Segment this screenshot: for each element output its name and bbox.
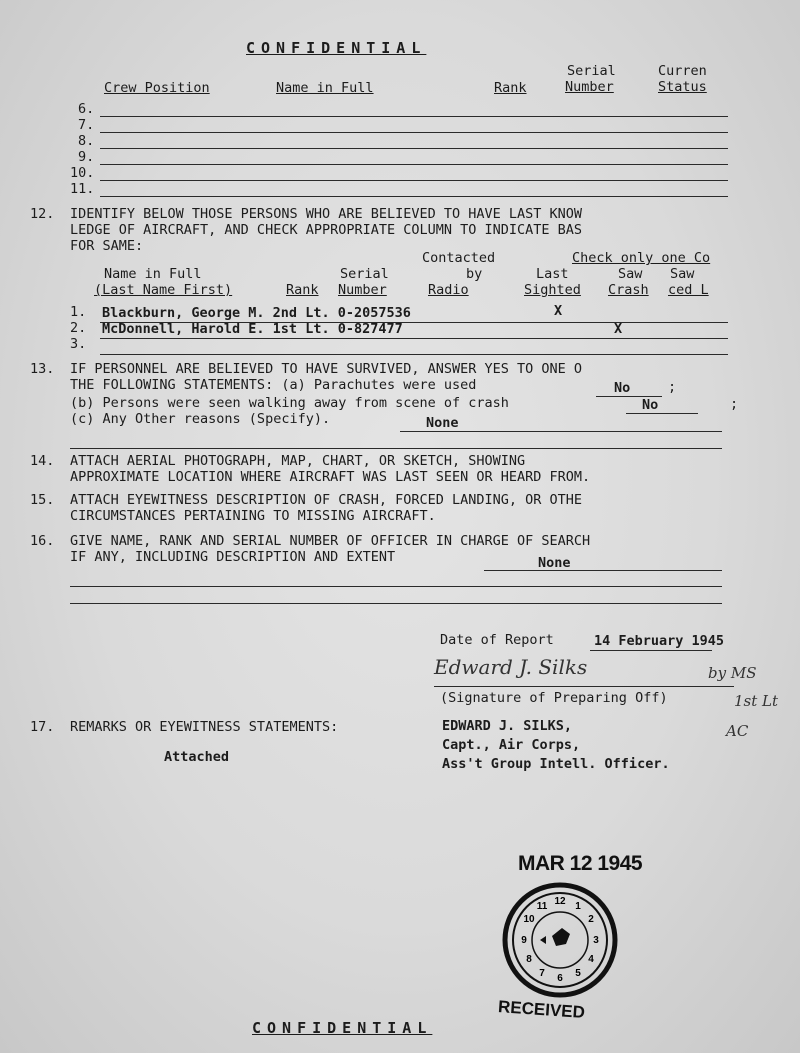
- item12-col-rank: Rank: [286, 282, 319, 298]
- item12-col-crash-2: Crash: [608, 282, 649, 298]
- officer-title: Ass't Group Intell. Officer.: [442, 756, 670, 772]
- col-status-2: Status: [658, 79, 707, 95]
- date-line: [590, 650, 712, 651]
- item13-number: 13.: [30, 361, 55, 377]
- received-stamp-dial: [500, 880, 620, 1000]
- crew-row-number: 8.: [78, 133, 95, 149]
- crew-row-number: 11.: [70, 181, 95, 197]
- item16-answer: None: [538, 555, 571, 571]
- stamp-date: MAR 12 1945: [518, 852, 643, 875]
- crew-row-line: [100, 132, 728, 133]
- date-value: 14 February 1945: [594, 633, 725, 649]
- person-entry: Blackburn, George M. 2nd Lt. 0-2057536: [102, 305, 411, 321]
- dial-number: 12: [554, 896, 566, 907]
- item12-col-forced-2: ced L: [668, 282, 709, 298]
- crew-row-line: [100, 164, 728, 165]
- item12-col-contacted-2: by: [466, 266, 483, 282]
- crew-row-number: 6.: [78, 101, 95, 117]
- item13-answer-b-semicolon: ;: [730, 396, 739, 412]
- item13-text-1: IF PERSONNEL ARE BELIEVED TO HAVE SURVIVED, ANSWER YES TO ONE O: [70, 361, 583, 377]
- item13-answer-a-semicolon: ;: [668, 379, 677, 395]
- item17-answer: Attached: [164, 749, 230, 765]
- dial-number: 2: [588, 914, 594, 925]
- crew-row-line: [100, 116, 728, 117]
- item16-extra-line-1: [70, 586, 722, 587]
- dial-number: 9: [521, 935, 527, 946]
- signature-line: [434, 686, 734, 687]
- item15-text-2: CIRCUMSTANCES PERTAINING TO MISSING AIRCRAFT.: [70, 508, 436, 524]
- item16-text-2: IF ANY, INCLUDING DESCRIPTION AND EXTENT: [70, 549, 396, 565]
- item12-col-name-1: Name in Full: [104, 266, 202, 282]
- person-row-line: [100, 354, 728, 355]
- item12-col-check: Check only one Co: [572, 250, 711, 266]
- crew-row-number: 9.: [78, 149, 95, 165]
- item13-text-b: (b) Persons were seen walking away from scene of crash: [70, 395, 509, 411]
- crew-row-line: [100, 180, 728, 181]
- signature-note-2: 1st Lt: [734, 692, 779, 710]
- date-label: Date of Report: [440, 632, 554, 648]
- item13-answer-b: No: [642, 397, 659, 413]
- item16-number: 16.: [30, 533, 55, 549]
- dial-number: 8: [526, 954, 532, 965]
- item13-answer-c-line: [400, 431, 722, 432]
- item15-number: 15.: [30, 492, 55, 508]
- item16-text-1: GIVE NAME, RANK AND SERIAL NUMBER OF OFFICER IN CHARGE OF SEARCH: [70, 533, 591, 549]
- dial-number: 6: [557, 973, 563, 984]
- item13-answer-c: None: [426, 415, 459, 431]
- item12-col-sighted-1: Last: [536, 266, 569, 282]
- crew-row-line: [100, 148, 728, 149]
- dial-number: 10: [523, 914, 535, 925]
- item13-answer-b-line: [626, 413, 698, 414]
- signature-caption: (Signature of Preparing Off): [440, 690, 668, 706]
- person-entry: McDonnell, Harold E. 1st Lt. 0-827477: [102, 321, 403, 337]
- dial-number: 5: [575, 968, 581, 979]
- col-serial-1: Serial: [567, 63, 616, 79]
- col-crew-position: Crew Position: [104, 80, 210, 96]
- item12-text-2: LEDGE OF AIRCRAFT, AND CHECK APPROPRIATE COLUMN TO INDICATE BAS: [70, 222, 583, 238]
- item15-text-1: ATTACH EYEWITNESS DESCRIPTION OF CRASH, FORCED LANDING, OR OTHE: [70, 492, 583, 508]
- signature: Edward J. Silks: [434, 655, 588, 679]
- dial-number: 11: [536, 901, 548, 912]
- item14-text-1: ATTACH AERIAL PHOTOGRAPH, MAP, CHART, OR SKETCH, SHOWING: [70, 453, 526, 469]
- col-name-in-full: Name in Full: [276, 80, 374, 96]
- dial-number: 1: [575, 901, 581, 912]
- col-serial-2: Number: [565, 79, 614, 95]
- item12-col-sighted-2: Sighted: [524, 282, 581, 298]
- item17-text: REMARKS OR EYEWITNESS STATEMENTS:: [70, 719, 339, 735]
- item12-col-serial-2: Number: [338, 282, 387, 298]
- stamp-received: RECEIVED: [497, 996, 586, 1023]
- dial-number: 7: [539, 968, 545, 979]
- person-mark-sighted: X: [554, 303, 563, 319]
- person-number: 1.: [70, 304, 87, 320]
- col-rank: Rank: [494, 80, 527, 96]
- dial-number: 3: [593, 935, 599, 946]
- item14-text-2: APPROXIMATE LOCATION WHERE AIRCRAFT WAS LAST SEEN OR HEARD FROM.: [70, 469, 591, 485]
- item16-answer-line: [484, 570, 722, 571]
- item12-col-serial-1: Serial: [340, 266, 389, 282]
- item12-text-1: IDENTIFY BELOW THOSE PERSONS WHO ARE BELIEVED TO HAVE LAST KNOW: [70, 206, 583, 222]
- item17-number: 17.: [30, 719, 55, 735]
- signature-note-3: AC: [726, 722, 749, 740]
- item12-col-contacted-3: Radio: [428, 282, 469, 298]
- item12-col-name-2: (Last Name First): [94, 282, 233, 298]
- header-classification: CONFIDENTIAL: [246, 39, 427, 57]
- crew-row-number: 10.: [70, 165, 95, 181]
- person-number: 2.: [70, 320, 87, 336]
- item12-col-forced-1: Saw: [670, 266, 695, 282]
- person-row-line: [100, 338, 728, 339]
- signature-note-1: by MS: [708, 664, 757, 682]
- officer-name: EDWARD J. SILKS,: [442, 718, 573, 734]
- item16-extra-line-2: [70, 603, 722, 604]
- item13-text-c: (c) Any Other reasons (Specify).: [70, 411, 331, 427]
- crew-row-line: [100, 196, 728, 197]
- item13-extra-line: [70, 448, 722, 449]
- person-mark-crash: X: [614, 321, 623, 337]
- footer-classification: CONFIDENTIAL: [252, 1019, 433, 1037]
- crew-row-number: 7.: [78, 117, 95, 133]
- item14-number: 14.: [30, 453, 55, 469]
- dial-number: 4: [588, 954, 594, 965]
- item12-col-crash-1: Saw: [618, 266, 643, 282]
- item13-answer-a: No: [614, 380, 631, 396]
- item12-number: 12.: [30, 206, 55, 222]
- officer-rank: Capt., Air Corps,: [442, 737, 581, 753]
- item13-text-2: THE FOLLOWING STATEMENTS: (a) Parachutes were used: [70, 377, 477, 393]
- person-number: 3.: [70, 336, 87, 352]
- item12-col-contacted-1: Contacted: [422, 250, 496, 266]
- col-status-1: Curren: [658, 63, 707, 79]
- item12-text-3: FOR SAME:: [70, 238, 144, 254]
